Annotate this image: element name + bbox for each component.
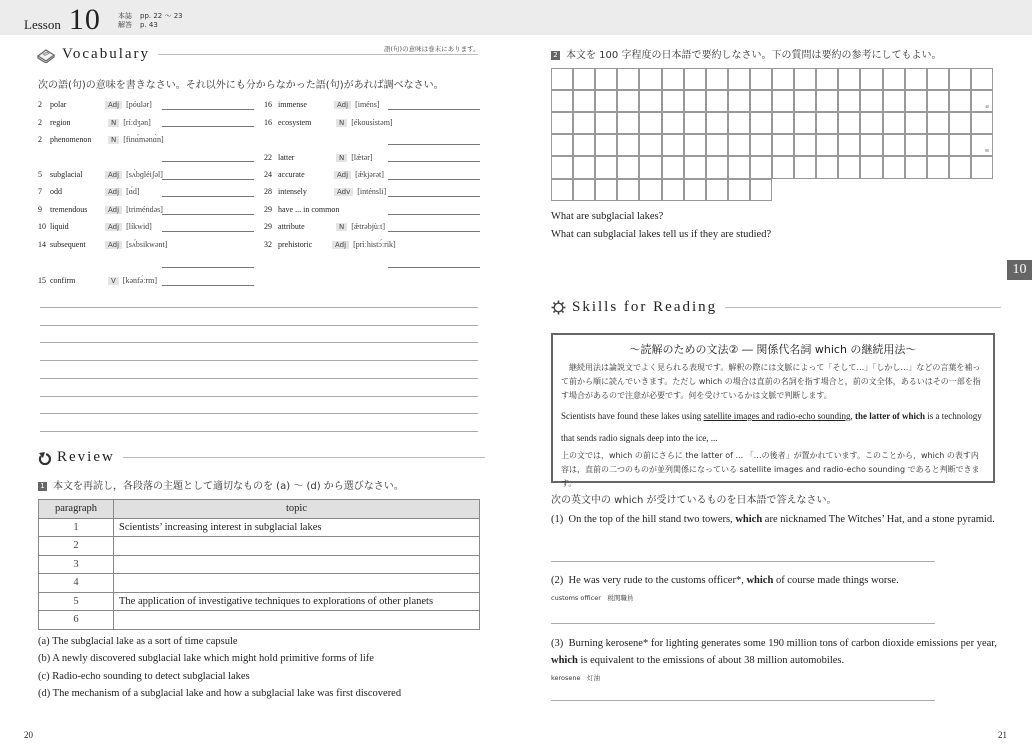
grid-cell[interactable]: [883, 156, 905, 178]
grid-cell[interactable]: [860, 112, 882, 134]
lesson-heading: [24, 5, 101, 35]
grid-cell[interactable]: [883, 68, 905, 90]
grid-cell[interactable]: [838, 90, 860, 112]
gloss: customs officer 税関職員: [551, 594, 634, 602]
vocab-item: 32 prehistoric Adj [prìːhistɔ́ːrik]: [264, 240, 396, 249]
choice-c: (c) Radio-echo sounding to detect subglacial lakes: [38, 671, 250, 682]
grid-cell[interactable]: [728, 156, 750, 178]
grid-cell[interactable]: [595, 156, 617, 178]
page-number-right: 21: [998, 730, 1007, 740]
grid-cell[interactable]: [772, 68, 794, 90]
grid-cell[interactable]: [551, 68, 573, 90]
grid-cell[interactable]: [971, 90, 993, 112]
grid-cell[interactable]: [595, 179, 617, 201]
grid-cell[interactable]: [838, 112, 860, 134]
choice-b: (b) A newly discovered subglacial lake which might hold primitive forms of life: [38, 653, 374, 664]
grid-cell[interactable]: [949, 134, 971, 156]
grid-cell[interactable]: [706, 179, 728, 201]
grid-cell[interactable]: [617, 134, 639, 156]
grid-cell[interactable]: [860, 68, 882, 90]
column-header: paragraph: [39, 500, 114, 519]
grid-cell[interactable]: [706, 112, 728, 134]
grid-cell[interactable]: [816, 90, 838, 112]
grid-cell[interactable]: [772, 90, 794, 112]
guide-question: What can subglacial lakes tell us if they are studied?: [551, 229, 772, 240]
grid-cell[interactable]: [728, 112, 750, 134]
grid-cell[interactable]: [639, 90, 661, 112]
vocab-item: 24 accurate Adj [ǽkjərət]: [264, 170, 384, 179]
grid-cell[interactable]: [772, 112, 794, 134]
table-row: 1 Scientists’ increasing interest in subglacial lakes: [39, 518, 480, 537]
vocab-item: 15 confirm V [kənfə́ːrm]: [38, 276, 157, 285]
grid-cell[interactable]: [573, 90, 595, 112]
grid-cell[interactable]: [816, 112, 838, 134]
grid-cell[interactable]: [927, 90, 949, 112]
ref-value: p. 43: [140, 21, 158, 29]
answer-line-3[interactable]: [551, 700, 935, 701]
page-number-left: 20: [24, 730, 33, 740]
grid-cell[interactable]: [949, 90, 971, 112]
grid-cell[interactable]: [617, 68, 639, 90]
grid-cell[interactable]: [816, 134, 838, 156]
exercise-1: (1) On the top of the hill stand two towers, which are nicknamed The Witches’ Hat, and a stone pyramid.: [551, 514, 995, 525]
vocab-item: 2 polar Adj [póulər]: [38, 100, 152, 109]
grid-cell[interactable]: [883, 112, 905, 134]
ref-label: 本誌: [118, 12, 132, 20]
vocab-item: 5 subglacial Adj [sʌ̀bɡléiʃəl]: [38, 170, 163, 179]
section-title: Vocabulary: [62, 46, 151, 62]
grid-cell[interactable]: [684, 134, 706, 156]
exercise-2: (2) He was very rude to the customs officer*, which of course made things worse.: [551, 575, 899, 586]
grid-cell[interactable]: [971, 68, 993, 90]
vocab-item: 9 tremendous Adj [triméndəs]: [38, 205, 163, 214]
grid-cell[interactable]: [728, 68, 750, 90]
grid-cell[interactable]: [706, 134, 728, 156]
grid-cell[interactable]: [750, 112, 772, 134]
grid-cell[interactable]: [639, 156, 661, 178]
grid-cell[interactable]: [794, 90, 816, 112]
divider: [123, 457, 485, 458]
grid-cell[interactable]: [927, 68, 949, 90]
grid-cell[interactable]: [639, 112, 661, 134]
vocab-item: 22 latter N [lǽtər]: [264, 153, 373, 162]
section-title: Skills for Reading: [572, 299, 718, 315]
vocab-item: 2 phenomenon N [finɑ́mənɑ̀n]: [38, 135, 164, 144]
question-marker: 1: [38, 482, 47, 491]
book-icon: [36, 47, 56, 63]
grid-cell[interactable]: [595, 90, 617, 112]
grid-cell[interactable]: [860, 134, 882, 156]
grid-cell[interactable]: [772, 156, 794, 178]
grid-cell[interactable]: [750, 68, 772, 90]
grid-cell[interactable]: [794, 156, 816, 178]
grid-cell[interactable]: [949, 156, 971, 178]
exercise-3: (3) Burning kerosene* for lighting generates some 190 million tons of carbon dioxide emissions per year, which is equivalent to the emissions of about 38 million automobiles.: [551, 638, 998, 666]
vocabulary-note: 語(句)の意味は巻末にあります。: [384, 45, 480, 53]
review-heading: [38, 449, 485, 466]
grid-cell[interactable]: [706, 156, 728, 178]
page-references: [118, 12, 183, 30]
grammar-example: Scientists have found these lakes using satellite images and radio-echo sounding, the latter of which is a technology that sends radio signals deep into the ice, ...: [561, 411, 982, 443]
exercise-instruction: 次の英文中の which が受けているものを日本語で答えなさい。: [551, 495, 837, 506]
grid-cell[interactable]: [816, 156, 838, 178]
grid-cell[interactable]: [927, 112, 949, 134]
paragraph-topic-table: [38, 499, 480, 630]
grid-cell[interactable]: [905, 90, 927, 112]
grid-cell[interactable]: [883, 134, 905, 156]
grid-cell[interactable]: [838, 156, 860, 178]
grammar-note-title: ～読解のための文法② ― 関係代名詞 which の継続用法～: [629, 343, 917, 356]
grid-cell[interactable]: [927, 134, 949, 156]
grid-cell[interactable]: [551, 134, 573, 156]
grid-cell[interactable]: [617, 90, 639, 112]
grid-cell[interactable]: [905, 134, 927, 156]
grid-cell[interactable]: [949, 112, 971, 134]
vocab-item: 16 immense Adj [iméns]: [264, 100, 380, 109]
table-row: 3: [39, 555, 480, 574]
vocab-item: 14 subsequent Adj [sʌ́bsikwənt]: [38, 240, 168, 249]
grid-cell[interactable]: [728, 134, 750, 156]
vocabulary-instruction: 次の語(句)の意味を書きなさい。それ以外にも分からなかった語(句)があれば調べなさい。: [38, 80, 444, 91]
undo-arrow-icon: [38, 451, 51, 465]
vocab-item: 2 region N [ríːdʒən]: [38, 118, 151, 127]
grid-cell[interactable]: [905, 156, 927, 178]
grid-cell[interactable]: [662, 90, 684, 112]
grid-cell[interactable]: [551, 112, 573, 134]
ref-label: 解答: [118, 21, 132, 29]
divider: [158, 54, 478, 55]
grid-cell[interactable]: [860, 156, 882, 178]
grid-cell[interactable]: [662, 134, 684, 156]
grid-cell[interactable]: [750, 90, 772, 112]
gloss: kerosene 灯油: [551, 674, 601, 682]
grid-cell[interactable]: [860, 90, 882, 112]
skills-heading: [551, 299, 1001, 316]
section-title: Review: [57, 449, 115, 465]
choice-d: (d) The mechanism of a subglacial lake and how a subglacial lake was first discovered: [38, 688, 402, 699]
grid-cell[interactable]: [684, 156, 706, 178]
table-row: 2: [39, 537, 480, 556]
vocab-item: 10 liquid Adj [líkwid]: [38, 222, 152, 231]
answer-line-2[interactable]: [551, 623, 935, 624]
grid-cell[interactable]: [905, 112, 927, 134]
grid-cell[interactable]: [794, 68, 816, 90]
review-q1-instruction: 1 本文を再読し，各段落の主題として適切なものを (a) ～ (d) から選びなさい。: [38, 477, 404, 492]
vocab-item: 7 odd Adj [ɑ́d]: [38, 187, 140, 196]
grammar-note-explanation: 上の文では，which の前にさらに the latter of ... 「…の後者」が置かれています。このことから，which の表す内容は，直前の二つのものが並列関係になっている satellite images and radio-echo sounding であると判断できます。: [561, 451, 980, 488]
grid-cell[interactable]: [662, 156, 684, 178]
grid-cell[interactable]: [573, 134, 595, 156]
lesson-number: 10: [68, 3, 101, 36]
grid-cell[interactable]: [750, 179, 772, 201]
table-row: 4: [39, 574, 480, 593]
grid-cell[interactable]: [595, 134, 617, 156]
grid-cell[interactable]: [617, 112, 639, 134]
grid-cell[interactable]: [971, 134, 993, 156]
grid-cell[interactable]: [595, 112, 617, 134]
grid-cell[interactable]: [551, 179, 573, 201]
grid-cell[interactable]: [551, 156, 573, 178]
grid-cell[interactable]: [573, 112, 595, 134]
grid-cell[interactable]: [684, 179, 706, 201]
grid-cell[interactable]: [706, 90, 728, 112]
grid-cell[interactable]: [573, 179, 595, 201]
choice-a: (a) The subglacial lake as a sort of time capsule: [38, 636, 238, 647]
grid-cell[interactable]: [617, 179, 639, 201]
grammar-note-paragraph: 継続用法は論説文でよく見られる表現です。解釈の際には文脈によって「そして…」「しかし…」などの言葉を補って前から順に読んでいきます。ただし which の場合は直前の名詞を指す場合と，前の文全体，あるいはその一部を指す場合があるので注意が必要です。何を受けているかは文脈で判断します。: [561, 363, 981, 400]
grid-cell[interactable]: [927, 156, 949, 178]
lesson-side-tab: 10: [1007, 260, 1032, 280]
question-marker: 2: [551, 51, 560, 60]
grid-cell[interactable]: [684, 90, 706, 112]
grid-cell[interactable]: [662, 179, 684, 201]
grid-cell[interactable]: [728, 90, 750, 112]
column-header: topic: [114, 500, 480, 519]
grid-cell[interactable]: [551, 90, 573, 112]
grid-cell[interactable]: [728, 179, 750, 201]
grid-cell[interactable]: [949, 68, 971, 90]
grid-cell[interactable]: [662, 112, 684, 134]
grid-cell[interactable]: [617, 156, 639, 178]
grid-cell[interactable]: [794, 134, 816, 156]
grid-cell[interactable]: [684, 112, 706, 134]
grid-cell[interactable]: [750, 134, 772, 156]
grid-cell[interactable]: [794, 112, 816, 134]
grid-cell[interactable]: [838, 68, 860, 90]
vocab-item: 29 have ... in common: [264, 205, 340, 214]
grid-count-marker: 80: [985, 148, 989, 154]
grid-cell[interactable]: [684, 68, 706, 90]
grid-cell[interactable]: [573, 156, 595, 178]
grid-cell[interactable]: [750, 156, 772, 178]
review-q2-instruction: 2 本文を 100 字程度の日本語で要約しなさい。下の質問は要約の参考にしてもよい。: [551, 46, 941, 61]
table-row: 5 The application of investigative techniques to explorations of other planets: [39, 592, 480, 611]
grid-cell[interactable]: [883, 90, 905, 112]
grid-cell[interactable]: [905, 68, 927, 90]
lesson-word: Lesson: [24, 17, 61, 32]
grid-cell[interactable]: [639, 179, 661, 201]
guide-question: What are subglacial lakes?: [551, 211, 664, 222]
vocab-item: 29 attribute N [ǽtrəbjùːt]: [264, 222, 386, 231]
ref-value: pp. 22 ～ 23: [140, 12, 183, 20]
table-row: 6: [39, 611, 480, 630]
grid-cell[interactable]: [706, 68, 728, 90]
grid-cell[interactable]: [772, 134, 794, 156]
grid-cell[interactable]: [816, 68, 838, 90]
grid-cell[interactable]: [971, 112, 993, 134]
grammar-note-box: [551, 333, 995, 488]
divider: [725, 307, 1001, 308]
grid-cell[interactable]: [639, 68, 661, 90]
grid-count-marker: 40: [985, 104, 989, 110]
answer-line-1[interactable]: [551, 561, 935, 562]
grid-cell[interactable]: [838, 134, 860, 156]
grid-cell[interactable]: [662, 68, 684, 90]
gear-icon: [551, 300, 566, 315]
grid-cell[interactable]: [639, 134, 661, 156]
grid-cell[interactable]: [971, 156, 993, 178]
vocab-item: 16 ecosystem N [ékousìstəm]: [264, 118, 393, 127]
grid-cell[interactable]: [595, 68, 617, 90]
grid-cell[interactable]: [573, 68, 595, 90]
vocab-item: 28 intensely Adv [inténsli]: [264, 187, 387, 196]
